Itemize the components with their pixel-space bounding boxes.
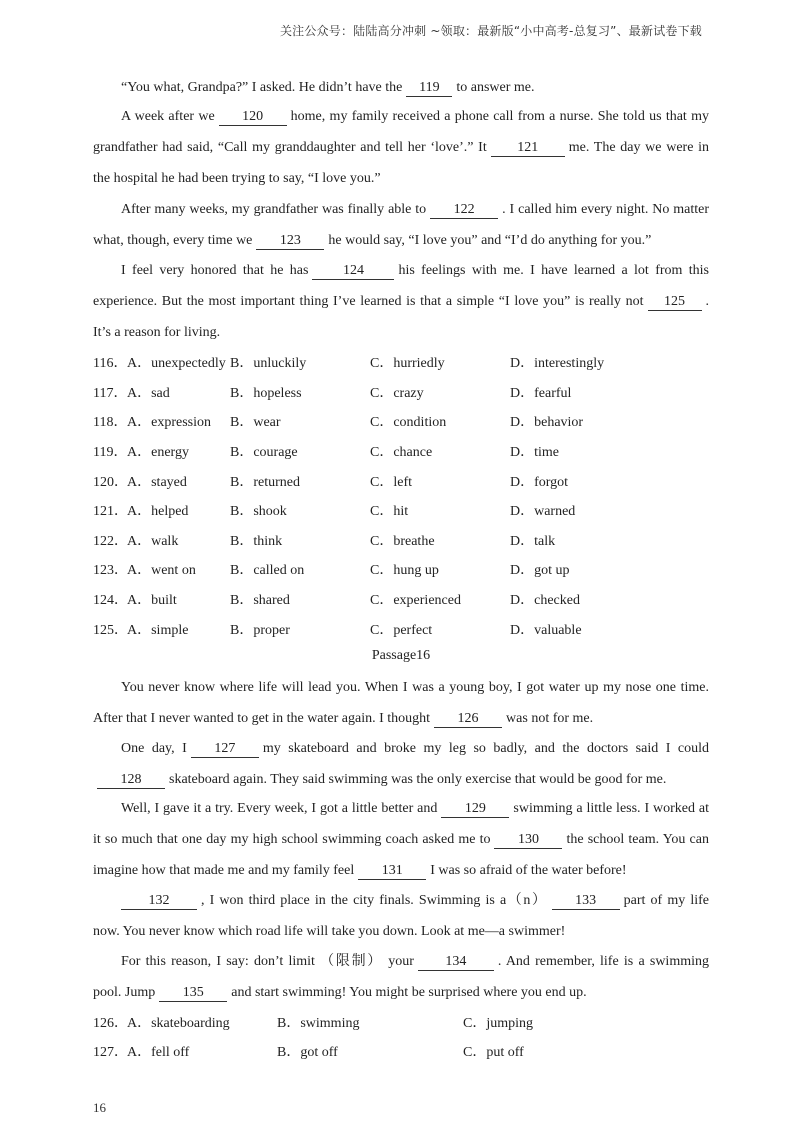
option-b: B．wear [230, 415, 281, 430]
question-127 [93, 1041, 713, 1061]
blank-121: 121 [491, 140, 565, 157]
paragraph-gave-try: Well, I gave it a try. Every week, I got a little better and 129 swimming a little less. I worked at it so much that one day my high school swimming coach asked me to 130 the school team. You can imagine how that made me and my family feel 131 I was so afraid of the water before! [93, 801, 709, 878]
option-d: D．valuable [510, 623, 582, 638]
option-a: A．simple [127, 623, 189, 638]
question-123 [93, 559, 713, 579]
option-a: A．went on [127, 563, 196, 578]
option-c: C．jumping [463, 1016, 534, 1031]
paragraph-life-lead: You never know where life will lead you. When I was a young boy, I got water up my nose one time. After that I never wanted to get in the water again. I thought 126 was not for me. [93, 680, 709, 726]
question-number: 119． [93, 445, 128, 460]
option-b: B．hopeless [230, 386, 302, 401]
blank-125: 125 [648, 294, 702, 311]
blank-131: 131 [358, 863, 426, 880]
blank-133: 133 [552, 893, 620, 910]
option-d: D．checked [510, 593, 580, 608]
option-c: C．hung up [370, 563, 439, 578]
blank-134: 134 [418, 954, 494, 971]
question-number: 124． [93, 593, 128, 608]
paragraph-finally-able: After many weeks, my grandfather was finally able to 122 . I called him every night. No matter what, though, every time we 123 he would say, “I love you” and “I’d do anything for you.” [93, 202, 709, 248]
option-a: A．skateboarding [127, 1016, 230, 1031]
blank-123: 123 [256, 233, 324, 250]
page-number: 16 [93, 1100, 106, 1115]
option-c: C．breathe [370, 534, 435, 549]
question-number: 121． [93, 504, 128, 519]
option-a: A．walk [127, 534, 179, 549]
blank-127: 127 [191, 741, 259, 758]
question-126 [93, 1012, 713, 1032]
question-number: 120． [93, 475, 128, 490]
blank-119: 119 [406, 80, 452, 97]
option-a: A．built [127, 593, 177, 608]
option-c: C．crazy [370, 386, 424, 401]
option-b: B．got off [277, 1045, 338, 1060]
blank-132: 132 [121, 893, 197, 910]
option-a: A．energy [127, 445, 189, 460]
question-number: 125． [93, 623, 128, 638]
blank-126: 126 [434, 711, 502, 728]
blank-124: 124 [312, 263, 394, 280]
question-119 [93, 441, 713, 461]
question-number: 123． [93, 563, 128, 578]
question-121 [93, 500, 713, 520]
option-c: C．hurriedly [370, 356, 445, 371]
blank-129: 129 [441, 801, 509, 818]
blank-120: 120 [219, 109, 287, 126]
option-b: B．called on [230, 563, 305, 578]
question-125 [93, 619, 713, 639]
option-c: C．condition [370, 415, 447, 430]
question-number: 117． [93, 386, 128, 401]
passage-title: Passage16 [371, 648, 431, 663]
option-a: A．fell off [127, 1045, 190, 1060]
paragraph-skateboard: One day, I 127 my skateboard and broke my leg so badly, and the doctors said I could128 skateboard again. They said swimming was the only exercise that would be good for me. [93, 733, 709, 795]
question-120 [93, 471, 713, 491]
question-116 [93, 352, 713, 372]
option-c: C．left [370, 475, 412, 490]
option-c: C．chance [370, 445, 433, 460]
option-d: D．forgot [510, 475, 569, 490]
option-b: B．proper [230, 623, 290, 638]
paragraph-third-place: 132 , I won third place in the city finals. Swimming is a（n） 133 part of my life now. You never know which road life will take you down. Look at me—a swimmer! [93, 893, 709, 939]
question-118 [93, 411, 713, 431]
option-d: D．warned [510, 504, 576, 519]
option-a: A．unexpectedly [127, 356, 226, 371]
question-number: 118． [93, 415, 128, 430]
question-number: 127． [93, 1045, 128, 1060]
question-number: 116． [93, 356, 128, 371]
question-117 [93, 382, 713, 402]
question-number: 126． [93, 1016, 128, 1031]
option-d: D．fearful [510, 386, 572, 401]
blank-135: 135 [159, 985, 227, 1002]
option-b: B．shook [230, 504, 287, 519]
blank-128: 128 [97, 772, 165, 789]
option-b: B．returned [230, 475, 300, 490]
option-c: C．hit [370, 504, 409, 519]
option-d: D．got up [510, 563, 570, 578]
option-a: A．stayed [127, 475, 187, 490]
paragraph-phone-call: A week after we 120 home, my family received a phone call from a nurse. She told us that my grandfather had said, “Call my granddaughter and tell her ‘love’.” It 121 me. The day we were in the hospital he had been trying to say, “I love you.” [93, 109, 709, 186]
option-b: B．shared [230, 593, 290, 608]
option-d: D．interestingly [510, 356, 605, 371]
option-b: B．unluckily [230, 356, 307, 371]
question-number: 122． [93, 534, 128, 549]
option-b: B．swimming [277, 1016, 360, 1031]
option-b: B．courage [230, 445, 298, 460]
question-124 [93, 589, 713, 609]
option-d: D．talk [510, 534, 556, 549]
paragraph-grandpa-question: “You what, Grandpa?” I asked. He didn’t have the 119 to answer me. [121, 80, 535, 95]
page-header: 关注公众号：陆陆高分冲刺 ~领取：最新版“小中高考-总复习”、最新试卷下载 [279, 24, 702, 38]
paragraph-dont-limit: For this reason, I say: don’t limit （限制） your 134 . And remember, life is a swimming pool. Jump 135 and start swimming! You might be surprised where you end up. [93, 954, 709, 1000]
option-d: D．behavior [510, 415, 584, 430]
option-c: C．put off [463, 1045, 524, 1060]
option-a: A．helped [127, 504, 189, 519]
blank-122: 122 [430, 202, 498, 219]
option-c: C．perfect [370, 623, 433, 638]
paragraph-honored: I feel very honored that he has 124 his feelings with me. I have learned a lot from this experience. But the most important thing I’ve learned is that a simple “I love you” is really not 125 . It’s a reason for living. [93, 263, 709, 340]
option-a: A．sad [127, 386, 170, 401]
option-c: C．experienced [370, 593, 461, 608]
question-122 [93, 530, 713, 550]
option-b: B．think [230, 534, 283, 549]
option-d: D．time [510, 445, 559, 460]
blank-130: 130 [494, 832, 562, 849]
option-a: A．expression [127, 415, 211, 430]
